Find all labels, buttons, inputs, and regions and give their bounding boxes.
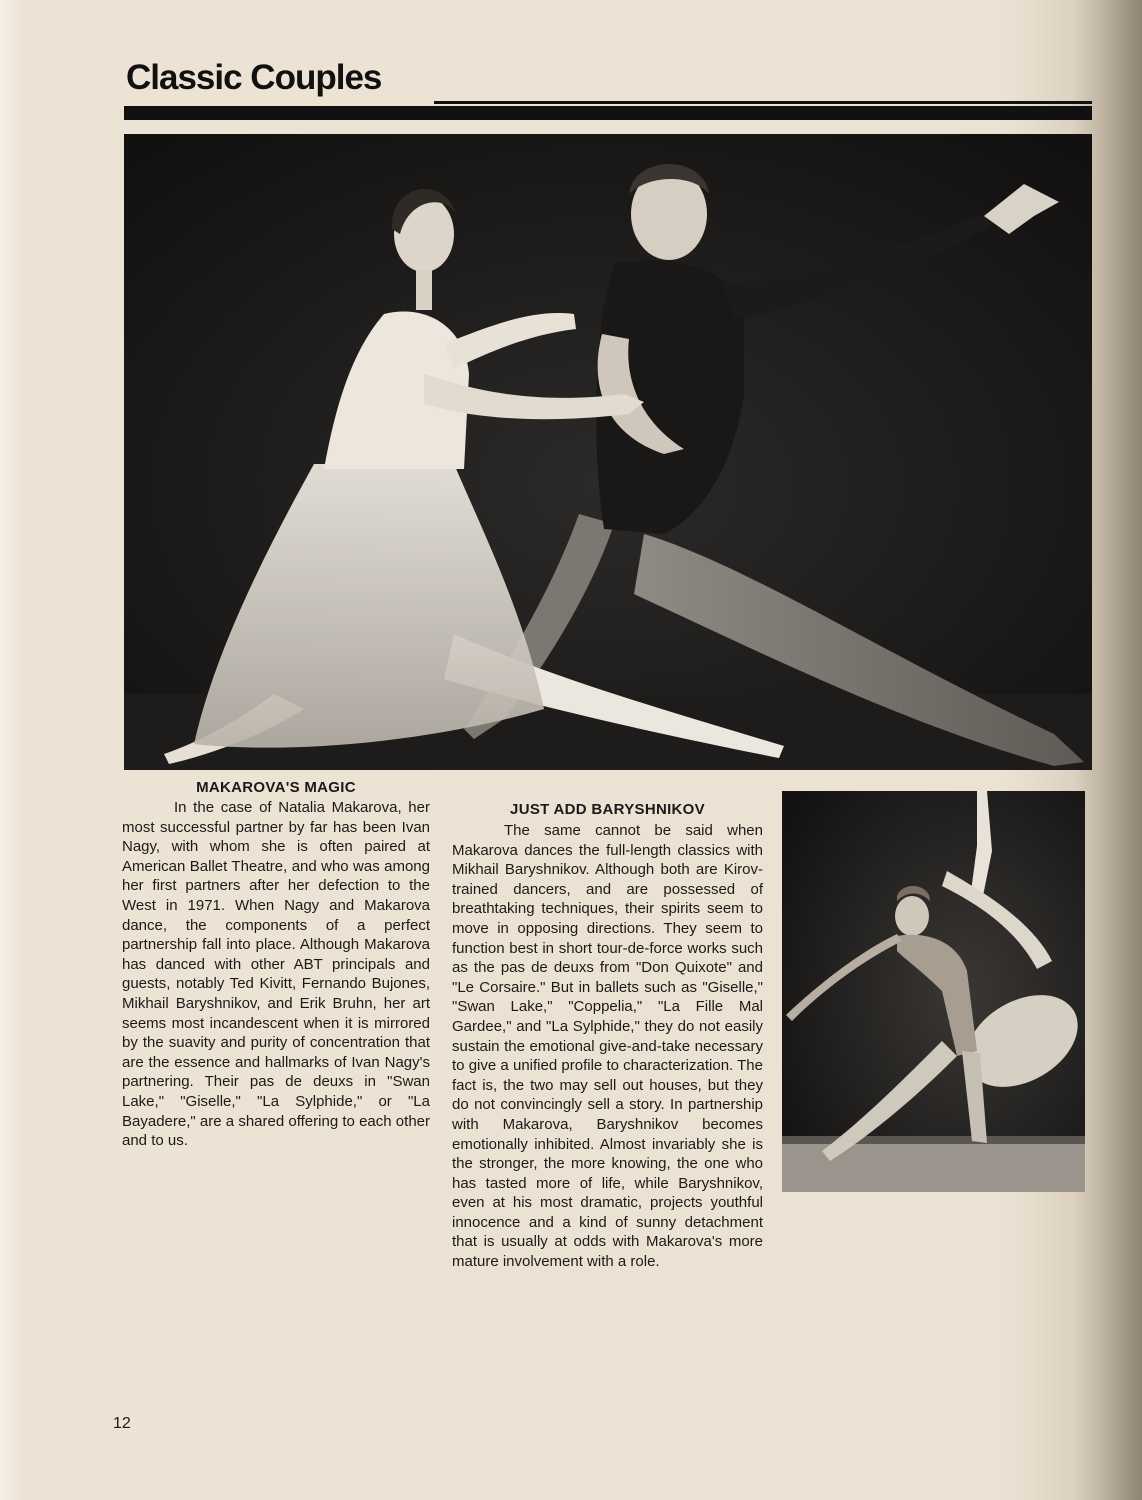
side-photo bbox=[782, 791, 1085, 1192]
page-title: Classic Couples bbox=[126, 58, 382, 97]
title-rule-thin bbox=[434, 101, 1092, 104]
section-body-baryshnikov: The same cannot be said when Makarova dances the full-length classics with Mikhail Baryshnikov. Although both are Kirov-trained dancers, and are possessed of breathtaking techniques, their spirits seem to move in opposing directions. They seem to function best in short tour-de-force works such as the pas de deuxs from "Don Quixote" and "Le Corsaire." But in ballets such as "Giselle," "Swan Lake," "Coppelia," "La Fille Mal Gardee," and "La Sylphide," they do not easily sustain the emotional give-and-take necessary to give a unified profile to characterization. The fact is, the two may sell out houses, but they do not convincingly sell a story. In partnership with Makarova, Baryshnikov becomes emotionally inhibited. Almost invariably she is the stronger, the more knowing, the one who has tasted more of life, while Baryshnikov, even at his most dramatic, projects youthful innocence and a kind of sunny detachment that is usually at odds with Makarova's more mature involvement with a role. bbox=[452, 822, 763, 1271]
section-body-makarova: In the case of Natalia Makarova, her most successful partner by far has been Ivan Nagy, with whom she is often paired at American Ballet Theatre, and who was among her first partners after her defection to the West in 1971. When Nagy and Makarova dance, the components of a perfect partnership fall into place. Although Makarova has danced with other ABT principals and guests, notably Ted Kivitt, Fernando Bujones, Mikhail Baryshnikov, and Erik Bruhn, her art seems most incandescent when it is mirrored by the suavity and purity of concentration that are the essence and hallmarks of Ivan Nagy's partnering. Their pas de deuxs in "Swan Lake," "Giselle," "La Sylphide," or "La Bayadere," are a shared offering to each other and to us. bbox=[122, 799, 430, 1150]
page-gutter bbox=[0, 0, 22, 1500]
main-photo-illustration bbox=[124, 134, 1092, 770]
main-photo bbox=[124, 134, 1092, 770]
title-rule-thick bbox=[124, 106, 1092, 120]
section-heading-baryshnikov: JUST ADD BARYSHNIKOV bbox=[510, 801, 705, 818]
side-photo-illustration bbox=[782, 791, 1085, 1192]
page-number: 12 bbox=[113, 1415, 131, 1432]
section-heading-makarova: MAKAROVA'S MAGIC bbox=[196, 779, 356, 796]
article-column-1 bbox=[122, 778, 430, 1151]
article-column-2 bbox=[452, 778, 763, 1272]
